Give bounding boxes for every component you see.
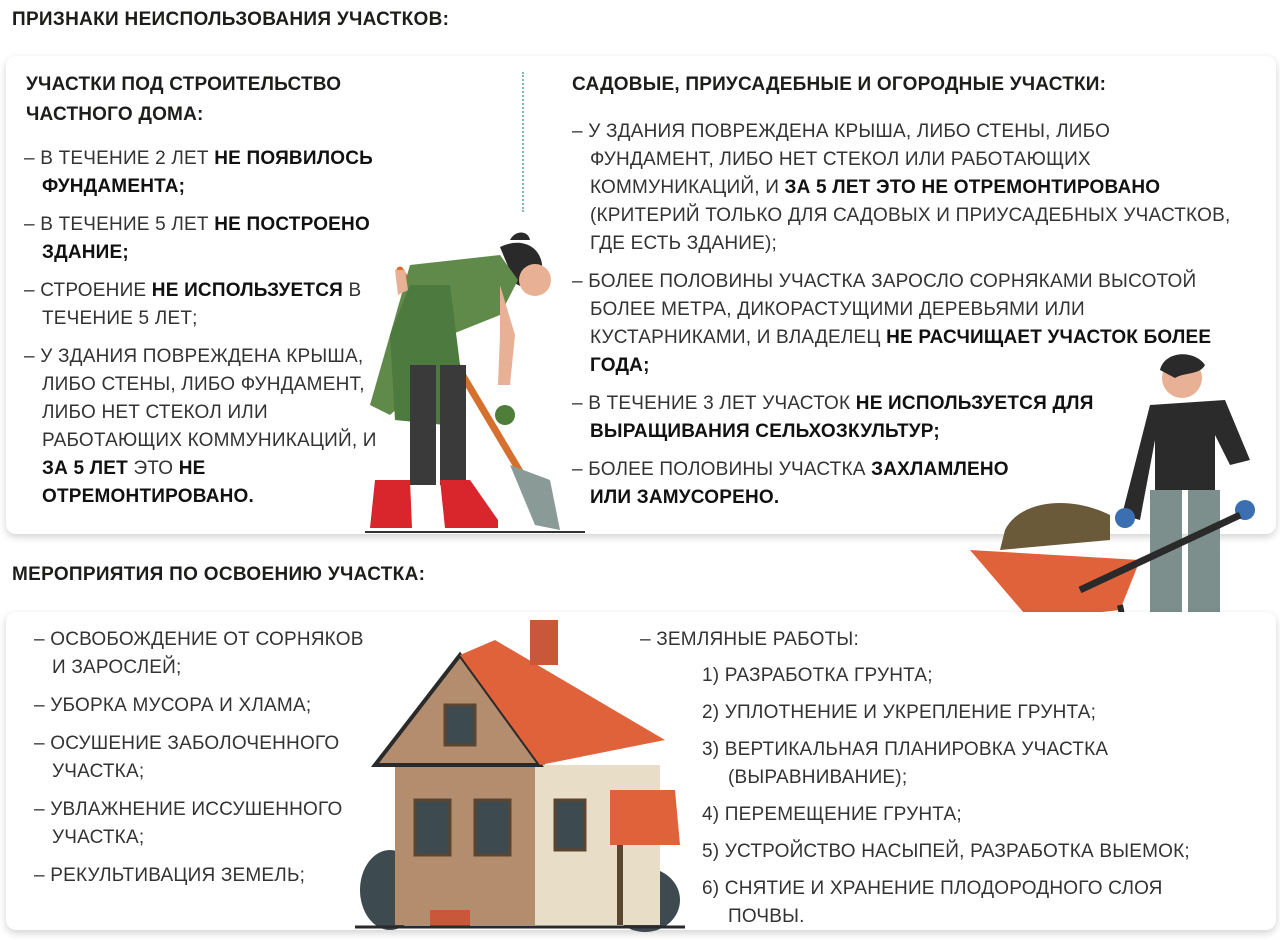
column-divider <box>522 72 524 212</box>
earthworks-heading: – ЗЕМЛЯНЫЕ РАБОТЫ: <box>640 629 859 650</box>
private-house-heading-line1: УЧАСТКИ ПОД СТРОИТЕЛЬСТВО <box>26 74 342 95</box>
list-item: – В ТЕЧЕНИЕ 3 ЛЕТ УЧАСТОК НЕ ИСПОЛЬЗУЕТСЯ ДЛЯ ВЫРАЩИВАНИЯ СЕЛЬХОЗКУЛЬТУР; <box>572 393 1094 442</box>
list-item: 5) УСТРОЙСТВО НАСЫПЕЙ, РАЗРАБОТКА ВЫЕМОК; <box>702 841 1190 862</box>
garden-heading: САДОВЫЕ, ПРИУСАДЕБНЫЕ И ОГОРОДНЫЕ УЧАСТКИ: <box>572 74 1107 95</box>
list-item: 1) РАЗРАБОТКА ГРУНТА; <box>702 665 933 686</box>
list-item: 3) ВЕРТИКАЛЬНАЯ ПЛАНИРОВКА УЧАСТКА (ВЫРАВНИВАНИЕ); <box>702 739 1109 788</box>
measures-title: МЕРОПРИЯТИЯ ПО ОСВОЕНИЮ УЧАСТКА: <box>12 564 426 585</box>
page-title: ПРИЗНАКИ НЕИСПОЛЬЗОВАНИЯ УЧАСТКОВ: <box>12 9 450 30</box>
list-item: 6) СНЯТИЕ И ХРАНЕНИЕ ПЛОДОРОДНОГО СЛОЯ ПОЧВЫ. <box>702 878 1163 927</box>
list-item: – РЕКУЛЬТИВАЦИЯ ЗЕМЕЛЬ; <box>34 865 306 886</box>
list-item: 2) УПЛОТНЕНИЕ И УКРЕПЛЕНИЕ ГРУНТА; <box>702 702 1097 723</box>
woman-gardener-illustration <box>350 225 590 535</box>
house-illustration <box>355 615 685 933</box>
list-item: – СТРОЕНИЕ НЕ ИСПОЛЬЗУЕТСЯ В ТЕЧЕНИЕ 5 ЛЕТ; <box>24 280 362 329</box>
private-house-heading <box>26 70 341 130</box>
list-item: – У ЗДАНИЯ ПОВРЕЖДЕНА КРЫША, ЛИБО СТЕНЫ, ЛИБО ФУНДАМЕНТ, ЛИБО НЕТ СТЕКОЛ ИЛИ РАБОТАЮЩИХ КОММУНИКАЦИЙ, И ЗА 5 ЛЕТ ЭТО НЕ ОТРЕМОНТИРОВАНО (КРИТЕРИЙ ТОЛЬКО ДЛЯ САДОВЫХ И ПРИУСАДЕБНЫХ УЧАСТКОВ, ГДЕ ЕСТЬ ЗДАНИЕ); <box>572 121 1231 254</box>
list-item: 4) ПЕРЕМЕЩЕНИЕ ГРУНТА; <box>702 804 962 825</box>
private-house-heading-line2: ЧАСТНОГО ДОМА: <box>26 104 204 125</box>
measures-left-list <box>34 626 374 900</box>
list-item: – УБОРКА МУСОРА И ХЛАМА; <box>34 695 312 716</box>
list-item: – ОСВОБОЖДЕНИЕ ОТ СОРНЯКОВ И ЗАРОСЛЕЙ; <box>34 629 364 678</box>
list-item: – У ЗДАНИЯ ПОВРЕЖДЕНА КРЫША, ЛИБО СТЕНЫ, ЛИБО ФУНДАМЕНТ, ЛИБО НЕТ СТЕКОЛ ИЛИ РАБОТАЮЩИХ КОММУНИКАЦИЙ, И ЗА 5 ЛЕТ ЭТО НЕ ОТРЕМОНТИРОВАНО. <box>24 346 377 507</box>
list-item: – ОСУШЕНИЕ ЗАБОЛОЧЕННОГО УЧАСТКА; <box>34 733 340 782</box>
earthworks-list <box>702 662 1242 940</box>
list-item: – БОЛЕЕ ПОЛОВИНЫ УЧАСТКА ЗАРОСЛО СОРНЯКАМИ ВЫСОТОЙ БОЛЕЕ МЕТРА, ДИКОРАСТУЩИМИ ДЕРЕВЬЯМИ ИЛИ КУСТАРНИКАМИ, И ВЛАДЕЛЕЦ НЕ РАСЧИЩАЕТ УЧАСТОК БОЛЕЕ ГОДА; <box>572 271 1212 376</box>
list-item: – БОЛЕЕ ПОЛОВИНЫ УЧАСТКА ЗАХЛАМЛЕНО ИЛИ ЗАМУСОРЕНО. <box>572 459 1009 508</box>
list-item: – В ТЕЧЕНИЕ 2 ЛЕТ НЕ ПОЯВИЛОСЬ ФУНДАМЕНТА; <box>24 148 373 197</box>
list-item: – В ТЕЧЕНИЕ 5 ЛЕТ НЕ ПОСТРОЕНО ЗДАНИЕ; <box>24 214 370 263</box>
list-item: – УВЛАЖНЕНИЕ ИССУШЕННОГО УЧАСТКА; <box>34 799 343 848</box>
